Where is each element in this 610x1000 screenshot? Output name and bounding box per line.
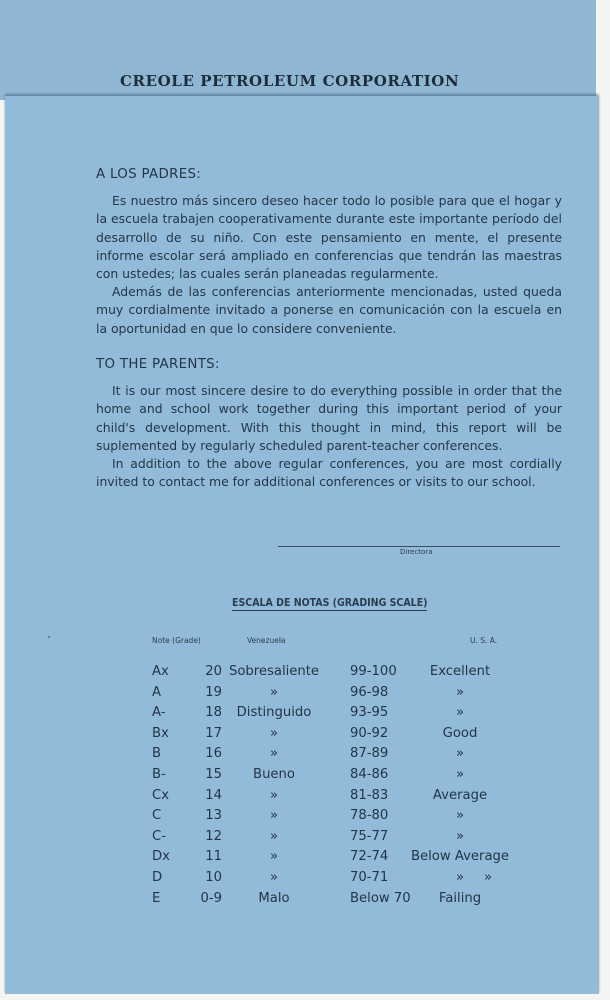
grade-cell-num: 10 — [205, 869, 222, 885]
grade-cell-ven: Distinguido — [236, 705, 312, 721]
grade-cell-num: 17 — [205, 725, 222, 741]
grade-cell-note: Ax — [152, 664, 169, 679]
grade-cell-usa: Average — [432, 787, 488, 803]
grade-cell-note: C- — [152, 828, 166, 844]
grade-cell-num: 12 — [205, 828, 222, 844]
grade-row — [0, 685, 610, 706]
grade-cell-num: 20 — [205, 664, 222, 679]
grade-cell-ven: Bueno — [253, 766, 295, 782]
signature-label: Directora — [400, 548, 433, 556]
grade-cell-ven: » — [269, 808, 279, 824]
column-header-venezuela: Venezuela — [247, 636, 286, 645]
column-header-note: Note (Grade) — [152, 636, 201, 645]
grade-cell-usa: » — [455, 869, 465, 885]
company-name: CREOLE PETROLEUM CORPORATION — [120, 72, 460, 90]
grade-cell-usa: » — [455, 684, 465, 700]
grade-cell-ven: » — [269, 828, 279, 844]
grade-cell-usa: Good — [442, 725, 478, 741]
grade-cell-note: Cx — [152, 787, 170, 803]
grade-cell-pct: 90-92 — [350, 725, 389, 741]
spanish-paragraph: Es nuestro más sincero deseo hacer todo lo posible para que el hogar y la escuela trabajen cooperativamente durante este importante período del desarrollo de su niño. Con este pensamiento en mente, el presente informe escolar será ampliado en conferencias que tendrán las maestras con ustedes; las cuales serán planeadas regularmente. — [96, 193, 562, 282]
grade-cell-note: B — [152, 746, 162, 762]
spanish-heading: A LOS PADRES: — [96, 167, 202, 182]
grade-row — [0, 829, 610, 850]
grade-row — [0, 767, 610, 788]
grade-row — [0, 705, 610, 726]
grade-cell-note: B- — [152, 766, 166, 782]
grade-cell-note: E — [152, 890, 161, 906]
grade-row — [0, 891, 610, 912]
spanish-letter — [96, 166, 562, 338]
grade-cell-usa: Below Average — [410, 849, 510, 865]
grade-cell-usa: Excellent — [429, 664, 491, 679]
grade-cell-num: 0-9 — [200, 890, 222, 906]
grade-row — [0, 726, 610, 747]
english-paragraph: It is our most sincere desire to do everything possible in order that the home and school work together during this important period of your child's development. With this thought in mind, this report will be suplemented by regularly scheduled parent-teacher conferences. — [96, 383, 562, 453]
grade-cell-ven: » — [269, 849, 279, 865]
grade-cell-note: Dx — [152, 849, 170, 865]
grade-cell-ven: Malo — [258, 890, 290, 906]
grade-cell-pct: 81-83 — [350, 787, 389, 803]
grade-cell-extra: » — [484, 869, 493, 885]
signature-line — [278, 546, 560, 547]
grade-row — [0, 746, 610, 767]
grade-cell-ven: » — [269, 725, 279, 741]
grade-cell-note: Bx — [152, 725, 169, 741]
grade-cell-pct: 78-80 — [350, 808, 389, 824]
grade-cell-pct: 96-98 — [350, 684, 389, 700]
grade-cell-ven: Sobresaliente — [228, 664, 320, 679]
grade-cell-num: 15 — [205, 766, 222, 782]
english-paragraph: In addition to the above regular conferences, you are most cordially invited to contact me for additional conferences or visits to our school. — [96, 456, 562, 490]
english-heading: TO THE PARENTS: — [96, 357, 220, 372]
grade-cell-ven: » — [269, 746, 279, 762]
paper-speck — [48, 636, 50, 638]
grade-cell-usa: » — [455, 746, 465, 762]
spanish-paragraph: Además de las conferencias anteriormente mencionadas, usted queda muy cordialmente invitado a ponerse en comunicación con la escuela en la oportunidad en que lo considere conveniente. — [96, 284, 562, 336]
grade-cell-pct: 70-71 — [350, 869, 389, 885]
grade-cell-num: 18 — [205, 705, 222, 721]
grade-cell-pct: 84-86 — [350, 766, 389, 782]
grade-cell-num: 11 — [205, 849, 222, 865]
grade-cell-note: A- — [152, 705, 166, 721]
grade-cell-usa: » — [455, 828, 465, 844]
grade-cell-note: C — [152, 808, 162, 824]
grade-cell-num: 14 — [205, 787, 222, 803]
grade-cell-ven: » — [269, 787, 279, 803]
grade-cell-pct: 93-95 — [350, 705, 389, 721]
grade-cell-pct: 75-77 — [350, 828, 389, 844]
grade-cell-note: D — [152, 869, 163, 885]
grading-scale-table — [0, 664, 610, 911]
grade-cell-num: 19 — [205, 684, 222, 700]
grade-cell-num: 13 — [205, 808, 222, 824]
grade-cell-num: 16 — [205, 746, 222, 762]
grade-cell-pct: 87-89 — [350, 746, 389, 762]
grade-cell-ven: » — [269, 869, 279, 885]
grading-scale-title: ESCALA DE NOTAS (GRADING SCALE) — [232, 597, 428, 609]
grade-row — [0, 870, 610, 891]
grade-cell-ven: » — [269, 684, 279, 700]
grade-cell-usa: » — [455, 808, 465, 824]
grade-cell-pct: 72-74 — [350, 849, 389, 865]
grade-row — [0, 849, 610, 870]
grade-cell-pct: 99-100 — [350, 664, 397, 679]
column-header-usa: U. S. A. — [470, 636, 498, 645]
grade-cell-pct: Below 70 — [350, 890, 411, 906]
grade-row — [0, 788, 610, 809]
grade-row — [0, 808, 610, 829]
grade-cell-usa: Failing — [438, 890, 482, 906]
grade-cell-usa: » — [455, 766, 465, 782]
grade-cell-note: A — [152, 684, 162, 700]
english-letter — [96, 356, 562, 491]
grade-cell-usa: » — [455, 705, 465, 721]
grade-row — [0, 664, 610, 685]
